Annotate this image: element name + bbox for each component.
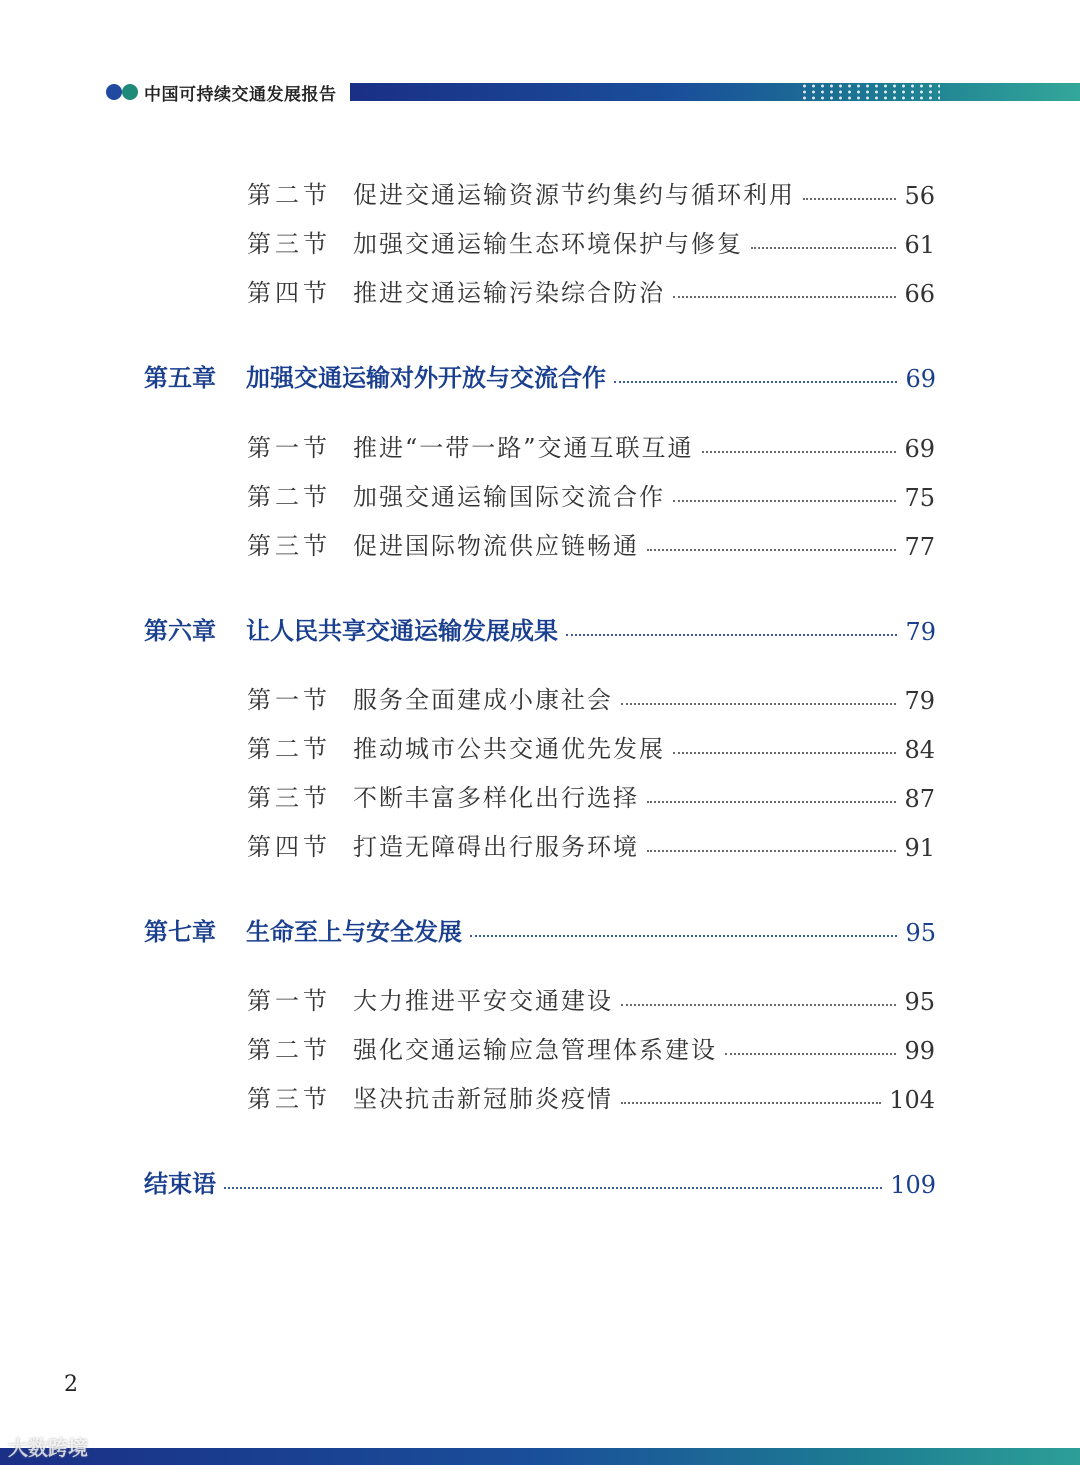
toc-section-row[interactable] — [247, 777, 935, 813]
toc-section-row[interactable] — [247, 476, 935, 512]
toc-section-row[interactable] — [247, 1029, 935, 1065]
leader-dots — [702, 451, 897, 453]
footer-color-bar — [0, 1448, 1080, 1465]
toc-section-row[interactable] — [247, 525, 935, 561]
leader-dots — [224, 1187, 882, 1189]
section-number: 第二节 — [247, 1036, 331, 1064]
section-number: 第二节 — [247, 735, 331, 763]
toc-section-row[interactable] — [247, 223, 935, 259]
section-page: 91 — [904, 834, 935, 862]
section-page: 56 — [904, 182, 935, 210]
chapter-page: 69 — [905, 365, 936, 393]
section-page: 69 — [904, 435, 935, 463]
chapter-number: 第五章 — [144, 364, 216, 392]
section-number: 第三节 — [247, 1085, 331, 1113]
toc-chapter-row[interactable] — [144, 357, 936, 393]
section-page: 61 — [904, 231, 935, 259]
chapter-title: 生命至上与安全发展 — [246, 918, 462, 946]
section-title: 加强交通运输国际交流合作 — [353, 483, 665, 511]
section-page: 66 — [904, 280, 935, 308]
section-page: 77 — [904, 533, 935, 561]
toc-chapter-row[interactable] — [144, 610, 936, 646]
toc-chapter-row[interactable] — [144, 911, 936, 947]
section-page: 104 — [889, 1086, 935, 1114]
leader-dots — [803, 198, 896, 200]
toc-section-row[interactable] — [247, 427, 935, 463]
chapter-page: 95 — [905, 919, 936, 947]
leader-dots — [751, 247, 896, 249]
section-page: 79 — [904, 687, 935, 715]
leader-dots — [673, 752, 896, 754]
leader-dots — [647, 801, 896, 803]
section-title: 加强交通运输生态环境保护与修复 — [353, 230, 743, 258]
section-number: 第二节 — [247, 181, 331, 209]
section-page: 87 — [904, 785, 935, 813]
leader-dots — [621, 1004, 896, 1006]
leader-dots — [647, 549, 896, 551]
section-number: 第二节 — [247, 483, 331, 511]
section-number: 第三节 — [247, 784, 331, 812]
leader-dots — [725, 1053, 896, 1055]
section-number: 第一节 — [247, 686, 331, 714]
section-number: 第四节 — [247, 833, 331, 861]
conclusion-title: 结束语 — [144, 1170, 216, 1198]
toc-section-row[interactable] — [247, 728, 935, 764]
leader-dots — [673, 296, 896, 298]
chapter-title: 加强交通运输对外开放与交流合作 — [246, 364, 606, 392]
watermark-text: 大数跨境 — [8, 1436, 88, 1460]
section-page: 99 — [904, 1037, 935, 1065]
section-title: 服务全面建成小康社会 — [353, 686, 613, 714]
report-logo-icon — [106, 84, 140, 100]
chapter-title: 让人民共享交通运输发展成果 — [246, 617, 558, 645]
section-number: 第三节 — [247, 532, 331, 560]
report-title: 中国可持续交通发展报告 — [144, 85, 337, 105]
section-page: 95 — [904, 988, 935, 1016]
chapter-number: 第七章 — [144, 918, 216, 946]
toc-section-row[interactable] — [247, 980, 935, 1016]
header-color-bar — [350, 83, 1080, 101]
section-number: 第一节 — [247, 434, 331, 462]
section-title: 推进交通运输污染综合防治 — [353, 279, 665, 307]
toc-section-row[interactable] — [247, 679, 935, 715]
page-header — [0, 78, 1080, 106]
section-page: 75 — [904, 484, 935, 512]
chapter-page: 79 — [905, 618, 936, 646]
section-title: 打造无障碍出行服务环境 — [353, 833, 639, 861]
leader-dots — [566, 634, 897, 636]
chapter-number: 第六章 — [144, 617, 216, 645]
leader-dots — [647, 850, 896, 852]
section-title: 促进交通运输资源节约集约与循环利用 — [353, 181, 795, 209]
toc-section-row[interactable] — [247, 826, 935, 862]
leader-dots — [621, 703, 896, 705]
section-number: 第一节 — [247, 987, 331, 1015]
leader-dots — [673, 500, 896, 502]
section-page: 84 — [904, 736, 935, 764]
section-title: 推动城市公共交通优先发展 — [353, 735, 665, 763]
page-number: 2 — [64, 1372, 78, 1397]
section-number: 第四节 — [247, 279, 331, 307]
section-title: 不断丰富多样化出行选择 — [353, 784, 639, 812]
conclusion-page: 109 — [890, 1171, 936, 1199]
section-title: 强化交通运输应急管理体系建设 — [353, 1036, 717, 1064]
section-number: 第三节 — [247, 230, 331, 258]
leader-dots — [470, 935, 897, 937]
leader-dots — [621, 1102, 881, 1104]
section-title: 坚决抗击新冠肺炎疫情 — [353, 1085, 613, 1113]
leader-dots — [614, 381, 897, 383]
section-title: 促进国际物流供应链畅通 — [353, 532, 639, 560]
section-title: 大力推进平安交通建设 — [353, 987, 613, 1015]
toc-section-row[interactable] — [247, 272, 935, 308]
toc-section-row[interactable] — [247, 174, 935, 210]
section-title: 推进“一带一路”交通互联互通 — [353, 434, 694, 462]
toc-section-row[interactable] — [247, 1078, 935, 1114]
toc-conclusion-row[interactable] — [144, 1163, 936, 1199]
